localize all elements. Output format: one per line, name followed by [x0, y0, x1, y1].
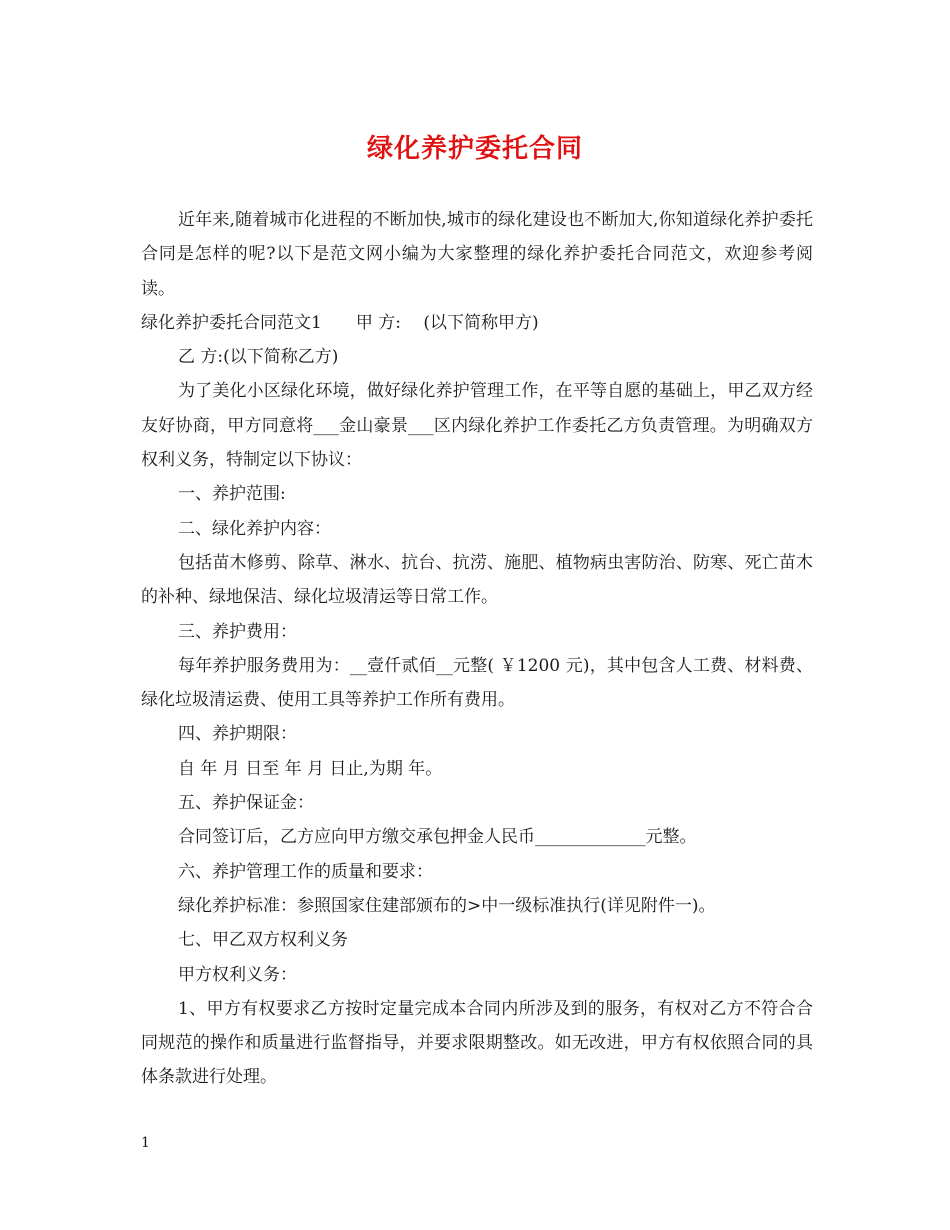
paragraph: 一、养护范围: [178, 484, 286, 505]
document-title: 绿化养护委托合同 [366, 134, 583, 164]
page-number: 1 [141, 1135, 150, 1151]
document-body [141, 203, 813, 1095]
paragraph: 包括苗木修剪、除草、淋水、抗台、抗涝、施肥、植物病虫害防治、防寒、死亡苗木的补种、绿地保洁、绿化垃圾清运等日常工作。 [141, 552, 813, 608]
paragraph: 五、养护保证金： [178, 793, 314, 814]
paragraph: 三、养护费用： [178, 621, 297, 642]
paragraph: 四、养护期限： [178, 724, 297, 745]
paragraph: 乙 方:(以下简称乙方) [178, 347, 339, 368]
paragraph: 合同签订后，乙方应向甲方缴交承包押金人民币_____________元整。 [178, 827, 697, 848]
paragraph: 1、甲方有权要求乙方按时定量完成本合同内所涉及到的服务，有权对乙方不符合合同规范的操作和质量进行监督指导，并要求限期整改。如无改进，甲方有权依照合同的具体条款进行处理。 [141, 998, 813, 1088]
paragraph: 二、绿化养护内容： [178, 518, 331, 539]
paragraph: 近年来,随着城市化进程的不断加快,城市的绿化建设也不断加大,你知道绿化养护委托合同是怎样的呢?以下是范文网小编为大家整理的绿化养护委托合同范文，欢迎参考阅读。 [141, 210, 813, 299]
paragraph: 六、养护管理工作的质量和要求： [178, 861, 433, 882]
paragraph: 绿化养护标准：参照国家住建部颁布的>中一级标准执行(详见附件一)。 [178, 895, 716, 916]
paragraph: 绿化养护委托合同范文1 甲 方: (以下简称甲方) [141, 312, 539, 333]
paragraph: 自 年 月 日至 年 月 日止,为期 年。 [178, 758, 443, 779]
paragraph: 甲方权利义务： [178, 964, 297, 985]
paragraph: 为了美化小区绿化环境，做好绿化养护管理工作，在平等自愿的基础上，甲乙双方经友好协商，甲方同意将___金山豪景___区内绿化养护工作委托乙方负责管理。为明确双方权利义务，特制定以下协议： [141, 381, 813, 471]
paragraph: 七、甲乙双方权利义务 [178, 930, 348, 951]
paragraph: 每年养护服务费用为：__壹仟贰佰__元整( ￥1200 元)，其中包含人工费、材料费、绿化垃圾清运费、使用工具等养护工作所有费用。 [141, 655, 813, 711]
